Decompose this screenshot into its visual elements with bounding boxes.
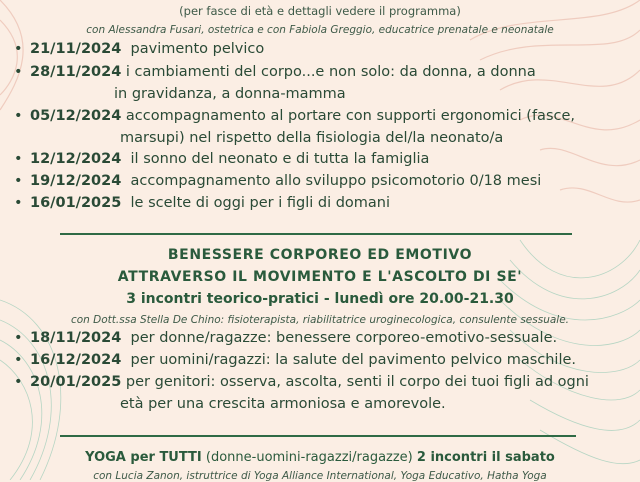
section-divider [60, 233, 572, 235]
section-divider [60, 435, 576, 437]
list-item: • 12/12/2024 il sonno del neonato e di tutta la famiglia [14, 151, 430, 167]
program-note: (per fasce di età e dettagli vedere il programma) [179, 4, 461, 18]
section2-heading-line2: ATTRAVERSO IL MOVIMENTO E L'ASCOLTO DI SE' [117, 269, 523, 285]
list-item: • 21/11/2024 pavimento pelvico [14, 41, 265, 57]
list-item: • 16/01/2025 le scelte di oggi per i figli di domani [14, 195, 391, 211]
section3-staff: con Lucia Zanon, istruttrice di Yoga Alliance International, Yoga Educativo, Hatha Yoga [93, 470, 547, 482]
list-item: • 20/01/2025 per genitori: osserva, ascolta, senti il corpo dei tuoi figli ad ogni [14, 374, 589, 390]
list-item-continuation: in gravidanza, a donna-mamma [114, 86, 346, 102]
list-item-continuation: età per una crescita armoniosa e amorevole. [120, 396, 446, 412]
list-item: • 19/12/2024 accompagnamento allo sviluppo psicomotorio 0/18 mesi [14, 173, 542, 189]
list-item: • 16/12/2024 per uomini/ragazzi: la salute del pavimento pelvico maschile. [14, 352, 577, 368]
section2-heading: BENESSERE CORPOREO ED EMOTIVO [167, 247, 473, 263]
section2-staff: con Dott.ssa Stella De Chino: fisioterapista, riabilitatrice uroginecologica, consulente sessuale. [70, 314, 570, 326]
section2-subheading: 3 incontri teorico-pratici - lunedì ore 20.00-21.30 [126, 291, 514, 307]
section1-staff: con Alessandra Fusari, ostetrica e con Fabiola Greggio, educatrice prenatale e neonatale [86, 24, 554, 36]
list-item-continuation: marsupi) nel rispetto della fisiologia del/la neonato/a [120, 130, 504, 146]
list-item: • 18/11/2024 per donne/ragazze: benessere corporeo-emotivo-sessuale. [14, 330, 558, 346]
list-item: • 28/11/2024 i cambiamenti del corpo...e non solo: da donna, a donna [14, 64, 536, 80]
section3-title: YOGA per TUTTI (donne-uomini-ragazzi/ragazze) 2 incontri il sabato [85, 450, 555, 465]
list-item: • 05/12/2024 accompagnamento al portare con supporti ergonomici (fasce, [14, 108, 576, 124]
